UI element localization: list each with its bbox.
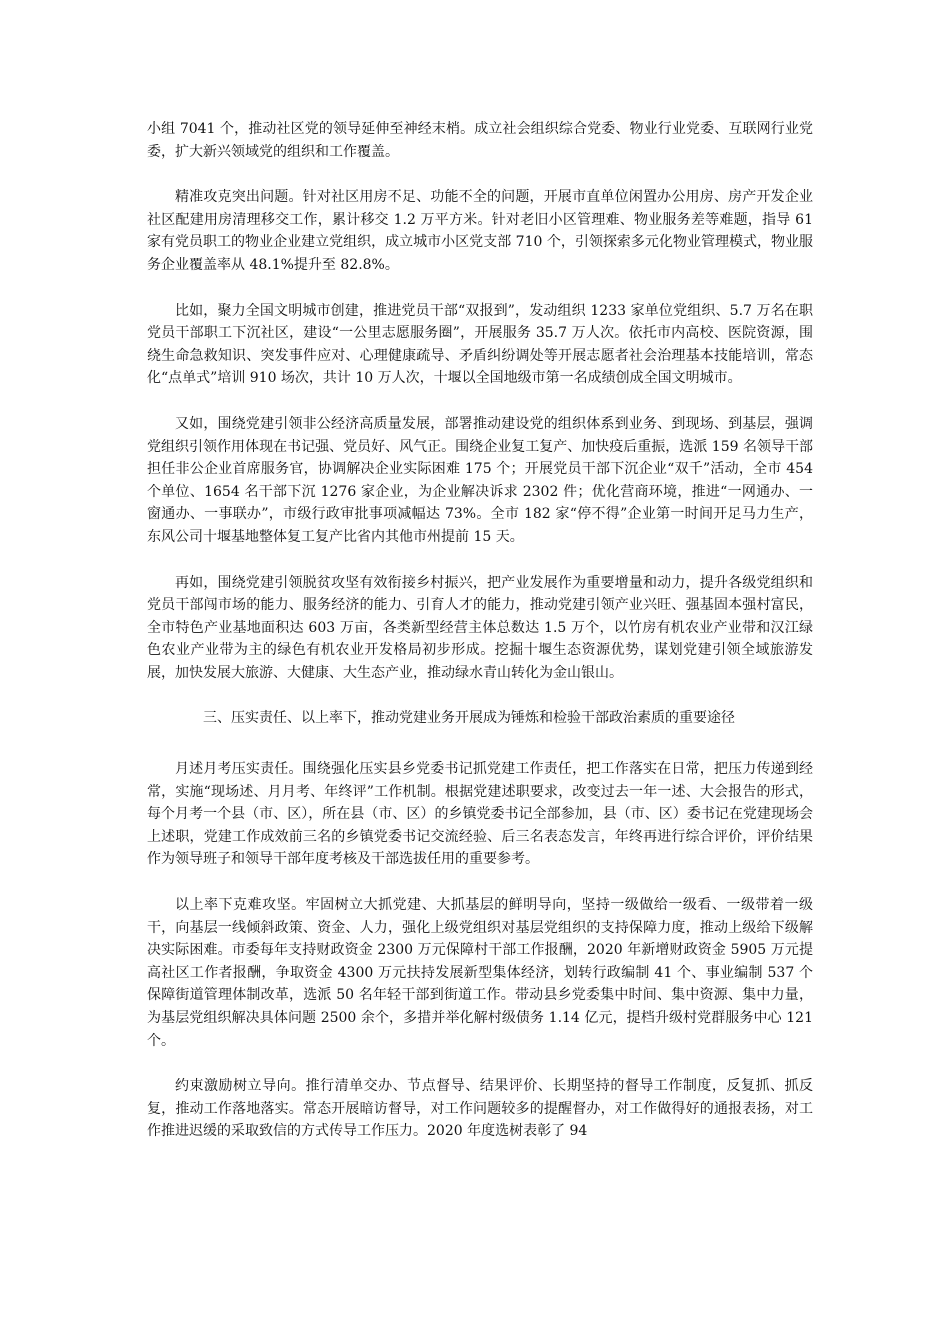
paragraph-continuation: 小组 7041 个，推动社区党的领导延伸至神经末梢。成立社会组织综合党委、物业行业党委、互联网行业党委，扩大新兴领域党的组织和工作覆盖。 [147, 121, 813, 160]
paragraph-monthly-review: 月述月考压实责任。围绕强化压实县乡党委书记抓党建工作责任，把工作落实在日常，把压力传递到经常，实施“现场述、月月考、年终评”工作机制。根据党建述职要求，改变过去一年一述、大会报告的形式，每个月考一个县（市、区），所在县（市、区）的乡镇党委书记全部参加，县（市、区）委书记在党建现场会上述职，党建工作成效前三名的乡镇党委书记交流经验、后三名表态发言，年终再进行综合评价，评价结果作为领导班子和领导干部年度考核及干部选拔任用的重要参考。 [147, 761, 813, 868]
document-page [147, 118, 813, 1166]
paragraph-precise-problem-solving: 精准攻克突出问题。针对社区用房不足、功能不全的问题，开展市直单位闲置办公用房、房产开发企业社区配建用房清理移交工作，累计移交 1.2 万平方米。针对老旧小区管理难、物业服务差等难题，指导 61 家有党员职工的物业企业建立党组织，成立城市小区党支部 710 个，引领探索多元化物业管理模式，物业服务企业覆盖率从 48.1%提升至 82.8%。 [147, 189, 813, 273]
section-heading: 三、压实责任、以上率下，推动党建业务开展成为锤炼和检验干部政治素质的重要途径 [203, 710, 735, 727]
paragraph-civilized-city: 比如，聚力全国文明城市创建，推进党员干部“双报到”，发动组织 1233 家单位党组织、5.7 万名在职党员干部职工下沉社区，建设“一公里志愿服务圈”，开展服务 35.7 万人次。依托市内高校、医院资源，围绕生命急救知识、突发事件应对、心理健康疏导、矛盾纠纷调处等开展志愿者社会治理基本技能培训，常态化“点单式”培训 910 场次，共计 10 万人次，十堰以全国地级市第一名成绩创成全国文明城市。 [147, 302, 813, 387]
paragraph-rural-revitalization: 再如，围绕党建引领脱贫攻坚有效衔接乡村振兴，把产业发展作为重要增量和动力，提升各级党组织和党员干部闯市场的能力、服务经济的能力、引育人才的能力，推动党建引领产业兴旺、强基固本强村富民，全市特色产业基地面积达 603 万亩，各类新型经营主体总数达 1.5 万个，以竹房有机农业产业带和汉江绿色农业产业带为主的绿色有机农业开发格局初步形成。挖掘十堰生态资源优势，谋划党建引领全域旅游发展，加快发展大旅游、大健康、大生态产业，推动绿水青山转化为金山银山。 [147, 574, 813, 681]
paragraph-leading-by-example: 以上率下克难攻坚。牢固树立大抓党建、大抓基层的鲜明导向，坚持一级做给一级看、一级带着一级干，向基层一线倾斜政策、资金、人力，强化上级党组织对基层党组织的支持保障力度，推动上级给下级解决实际困难。市委每年支持财政资金 2300 万元保障村干部工作报酬，2020 年新增财政资金 5905 万元提高社区工作者报酬，争取资金 4300 万元扶持发展新型集体经济，划转行政编制 41 个、事业编制 537 个保障街道管理体制改革，选派 50 名年轻干部到街道工作。带动县乡党委集中时间、集中资源、集中力量，为基层党组织解决具体问题 2500 余个，多措并举化解村级债务 1.14 亿元，提档升级村党群服务中心 121 个。 [147, 897, 813, 1049]
paragraph-non-public-economy: 又如，围绕党建引领非公经济高质量发展，部署推动建设党的组织体系到业务、到现场、到基层，强调党组织引领作用体现在书记强、党员好、风气正。围绕企业复工复产、加快疫后重振，选派 159 名领导干部担任非公企业首席服务官，协调解决企业实际困难 175 个；开展党员干部下沉企业“双千”活动，全市 454 个单位、1654 名干部下沉 1276 家企业，为企业解决诉求 2302 件；优化营商环境，推进“一网通办、一窗通办、一事联办”，市级行政审批事项减幅达 73%。全市 182 家“停不得”企业第一时间开足马力生产，东风公司十堰基地整体复工复产比省内其他市州提前 15 天。 [147, 415, 813, 545]
paragraph-incentives: 约束激励树立导向。推行清单交办、节点督导、结果评价、长期坚持的督导工作制度，反复抓、抓反复，推动工作落地落实。常态开展暗访督导，对工作问题较多的提醒督办，对工作做得好的通报表扬，对工作推进迟缓的采取致信的方式传导工作压力。2020 年度选树表彰了 94 [147, 1078, 813, 1140]
